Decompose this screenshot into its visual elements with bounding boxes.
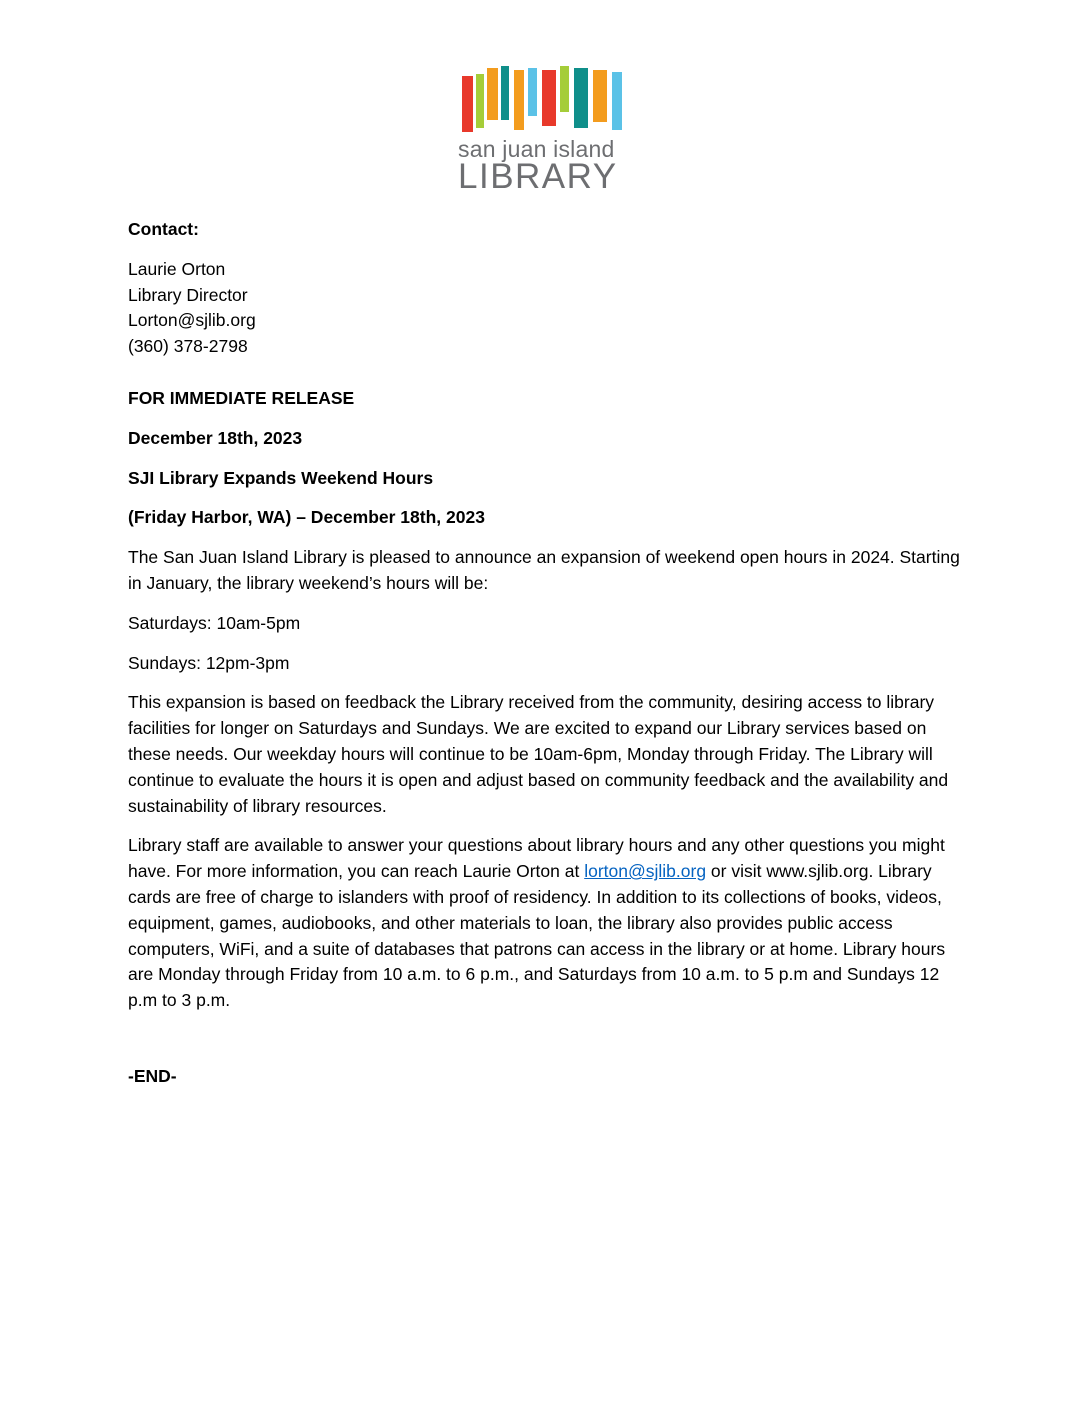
- feedback-paragraph: This expansion is based on feedback the Library received from the community, desiring access to library facilities for longer on Saturdays and Sundays. We are excited to expand our Library services based on these needs. Our weekday hours will continue to be 10am-6pm, Monday through Friday. The Library will continue to evaluate the hours it is open and adjust based on community feedback and the availability and sustainability of library resources.: [128, 692, 949, 816]
- contact-title: Library Director: [128, 284, 248, 305]
- logo-text-line2: LIBRARY: [458, 157, 618, 196]
- library-logo: [458, 64, 630, 196]
- info-paragraph: [128, 833, 968, 1014]
- sunday-hours: Sundays: 12pm-3pm: [128, 652, 290, 673]
- intro-paragraph: The San Juan Island Library is pleased to announce an expansion of weekend open hours in 2024. Starting in January, the library weekend’s hours will be:: [128, 547, 960, 593]
- contact-name: Laurie Orton: [128, 258, 226, 279]
- end-marker: -END-: [128, 1065, 177, 1086]
- contact-heading: Contact:: [128, 219, 199, 239]
- info-text-after-link: or visit www.sjlib.org. Library cards are free of charge to islanders with proof of residency. In addition to its collections of books, videos, equipment, games, audiobooks, and other materials to loan, the library also provides public access computers, WiFi, and a suite of databases that patrons can access in the library or at home. Library hours are Monday through Friday from 10 a.m. to 6 p.m., and Saturdays from 10 a.m. to 5 p.m and Sundays 12 p.m to 3 p.m.: [128, 861, 946, 1011]
- info-text-before-link: Library staff are available to answer your questions about library hours and any other questions you might have. For more information, you can reach Laurie Orton at: [128, 835, 945, 882]
- release-headline: SJI Library Expands Weekend Hours: [128, 467, 434, 488]
- contact-block: [128, 257, 968, 360]
- contact-email: Lorton@sjlib.org: [128, 310, 256, 331]
- release-dateline: (Friday Harbor, WA) – December 18th, 2023: [128, 507, 485, 528]
- contact-phone: (360) 378-2798: [128, 336, 248, 357]
- logo-text-line1: san juan island: [458, 136, 615, 162]
- email-link[interactable]: lorton@sjlib.org: [584, 861, 707, 882]
- logo-bars-graphic: [458, 64, 630, 134]
- release-label: FOR IMMEDIATE RELEASE: [128, 387, 355, 408]
- release-content: [128, 217, 968, 1104]
- saturday-hours: Saturdays: 10am-5pm: [128, 612, 301, 633]
- release-date: December 18th, 2023: [128, 427, 303, 448]
